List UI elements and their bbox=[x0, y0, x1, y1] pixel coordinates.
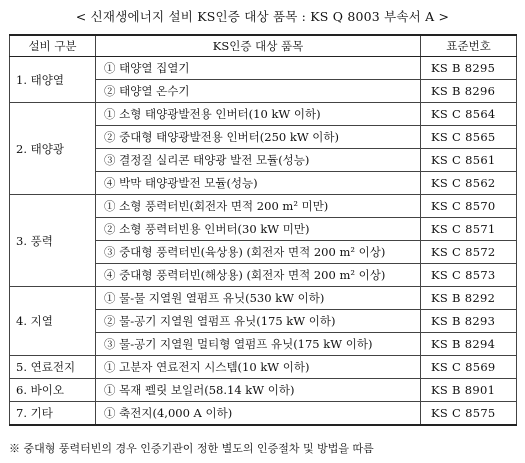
footnote: ※ 중대형 풍력터빈의 경우 인증기관이 정한 별도의 인증절차 및 방법을 따름 bbox=[9, 442, 374, 455]
table-row bbox=[10, 356, 517, 379]
standard-number-cell: KS C 8570 bbox=[421, 195, 517, 218]
category-cell: 2. 태양광 bbox=[10, 103, 96, 195]
standard-number-cell: KS B 8295 bbox=[421, 57, 517, 80]
category-cell: 6. 바이오 bbox=[10, 379, 96, 402]
standard-number-cell: KS C 8564 bbox=[421, 103, 517, 126]
item-cell: ① 목재 펠릿 보일러(58.14 kW 이하) bbox=[96, 379, 421, 402]
table-row bbox=[10, 379, 517, 402]
item-cell: ④ 중대형 풍력터빈(해상용) (회전자 면적 200 m² 이상) bbox=[96, 264, 421, 287]
standard-number-cell: KS C 8561 bbox=[421, 149, 517, 172]
certification-table bbox=[9, 34, 517, 426]
item-cell: ③ 물-공기 지열원 멀티형 열펌프 유닛(175 kW 이하) bbox=[96, 333, 421, 356]
standard-number-cell: KS B 8292 bbox=[421, 287, 517, 310]
table-row bbox=[10, 287, 517, 310]
item-cell: ② 물-공기 지열원 열펌프 유닛(175 kW 이하) bbox=[96, 310, 421, 333]
standard-number-cell: KS B 8293 bbox=[421, 310, 517, 333]
standard-number-cell: KS C 8565 bbox=[421, 126, 517, 149]
item-cell: ① 물-물 지열원 열펌프 유닛(530 kW 이하) bbox=[96, 287, 421, 310]
table-row bbox=[10, 195, 517, 218]
standard-number-cell: KS C 8562 bbox=[421, 172, 517, 195]
table-header-row bbox=[10, 35, 517, 57]
category-cell: 7. 기타 bbox=[10, 402, 96, 426]
header-category: 설비 구분 bbox=[10, 35, 96, 57]
page-title: < 신재생에너지 설비 KS인증 대상 품목 : KS Q 8003 부속서 A > bbox=[75, 9, 450, 24]
table-row bbox=[10, 57, 517, 80]
category-cell: 1. 태양열 bbox=[10, 57, 96, 103]
item-cell: ③ 중대형 풍력터빈(육상용) (회전자 면적 200 m² 이상) bbox=[96, 241, 421, 264]
standard-number-cell: KS C 8569 bbox=[421, 356, 517, 379]
item-cell: ② 태양열 온수기 bbox=[96, 80, 421, 103]
item-cell: ① 고분자 연료전지 시스템(10 kW 이하) bbox=[96, 356, 421, 379]
standard-number-cell: KS C 8571 bbox=[421, 218, 517, 241]
table-row bbox=[10, 103, 517, 126]
table-row bbox=[10, 402, 517, 426]
item-cell: ② 소형 풍력터빈용 인버터(30 kW 미만) bbox=[96, 218, 421, 241]
item-cell: ① 태양열 집열기 bbox=[96, 57, 421, 80]
standard-number-cell: KS C 8572 bbox=[421, 241, 517, 264]
standard-number-cell: KS B 8294 bbox=[421, 333, 517, 356]
standard-number-cell: KS B 8296 bbox=[421, 80, 517, 103]
item-cell: ② 중대형 태양광발전용 인버터(250 kW 이하) bbox=[96, 126, 421, 149]
standard-number-cell: KS B 8901 bbox=[421, 379, 517, 402]
item-cell: ④ 박막 태양광발전 모듈(성능) bbox=[96, 172, 421, 195]
item-cell: ① 소형 태양광발전용 인버터(10 kW 이하) bbox=[96, 103, 421, 126]
standard-number-cell: KS C 8575 bbox=[421, 402, 517, 426]
table-body bbox=[10, 57, 517, 426]
item-cell: ① 축전지(4,000 A 이하) bbox=[96, 402, 421, 426]
category-cell: 5. 연료전지 bbox=[10, 356, 96, 379]
category-cell: 4. 지열 bbox=[10, 287, 96, 356]
category-cell: 3. 풍력 bbox=[10, 195, 96, 287]
item-cell: ③ 결정질 실리콘 태양광 발전 모듈(성능) bbox=[96, 149, 421, 172]
standard-number-cell: KS C 8573 bbox=[421, 264, 517, 287]
header-standard: 표준번호 bbox=[421, 35, 517, 57]
item-cell: ① 소형 풍력터빈(회전자 면적 200 m² 미만) bbox=[96, 195, 421, 218]
header-item: KS인증 대상 품목 bbox=[96, 35, 421, 57]
